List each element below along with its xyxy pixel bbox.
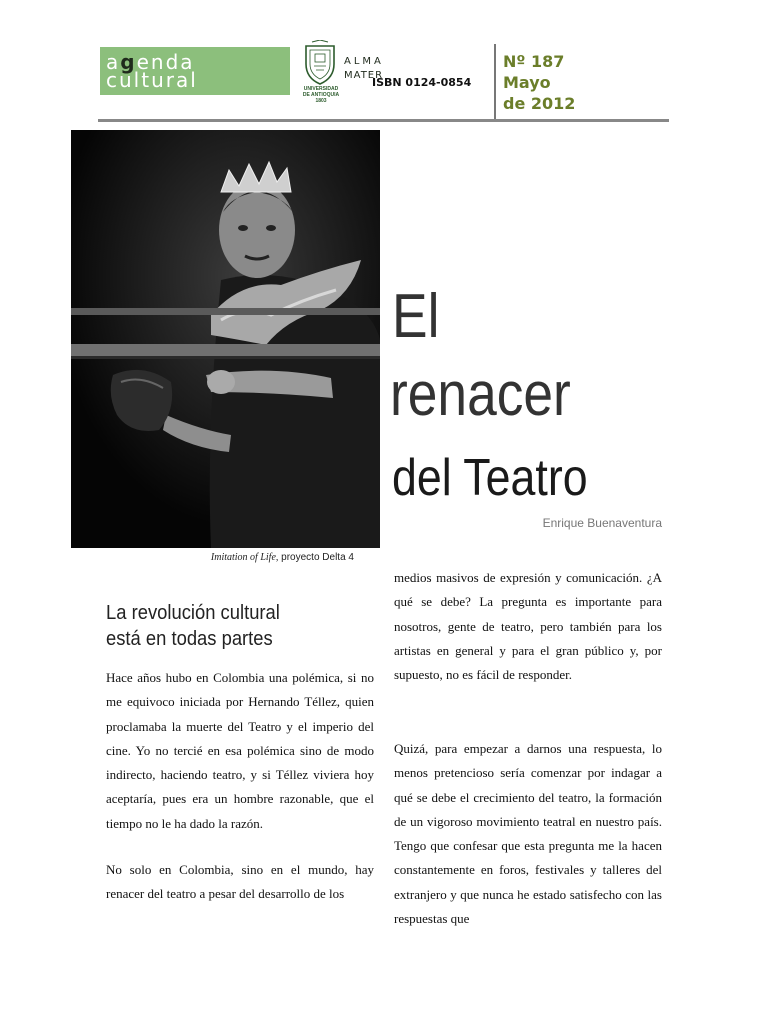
logo-word-agenda: agenda [106,50,195,74]
body-paragraph-3: medios masivos de expresión y comunicación. ¿A qué se debe? La pregunta es importante para nosotros, gente de teatro, pero también para los artistas en general y para el gran público y, por supuesto, no es fácil de responder. [394,570,662,683]
article-photo [71,130,380,548]
title-line-3: del Teatro [392,449,588,507]
header-rule [98,119,669,122]
issue-number: Nº 187 [503,52,565,71]
isbn-label: ISBN 0124-0854 [372,76,472,89]
logo-mater: MATER [344,70,384,81]
issue-month: Mayo [503,73,551,92]
body-paragraph-2: No solo en Colombia, sino en el mundo, hay renacer del teatro a pesar del desarrollo de los [106,862,374,902]
issue-info [503,51,575,114]
university-name: UNIVERSIDAD DE ANTIOQUIA 1803 [302,86,340,104]
logo-alma: ALMA [344,56,384,67]
author-byline: Enrique Buenaventura [542,516,662,530]
header-divider [494,44,496,120]
logo-word-cultural: cultural [106,68,198,92]
body-paragraph-1: Hace años hubo en Colombia una polémica, si no me equivoco iniciada por Hernando Téllez, quien proclamaba la muerte del Teatro y el imperio del cine. Yo no tercié en esa polémica sino de modo indirecto, haciendo teatro, y si Téllez viviera hoy aceptaría, pues era un hombre razonable, que el tiempo no le ha dado la razón. [106,670,374,831]
title-line-2: renacer [390,360,571,429]
photo-caption: Imitation of Life, proyecto Delta 4 [210,552,354,563]
body-paragraph-4: Quizá, para empezar a darnos una respuesta, lo menos pretencioso sería comenzar por indagar a qué se debe el crecimiento del teatro, la formación de un vigoroso movimiento teatral en nuestro país. Tengo que confesar que esta pregunta me la hacen constantemente en foros, festivales y talleres del extranjero y que nunca he estado satisfecho con las respuestas que [394,741,662,927]
section-subheading: La revolución cultural está en todas partes [106,602,280,650]
theatre-actor-image [71,130,380,548]
title-line-1: El [392,282,440,351]
university-seal-icon [300,40,340,86]
issue-year: de 2012 [503,94,576,113]
